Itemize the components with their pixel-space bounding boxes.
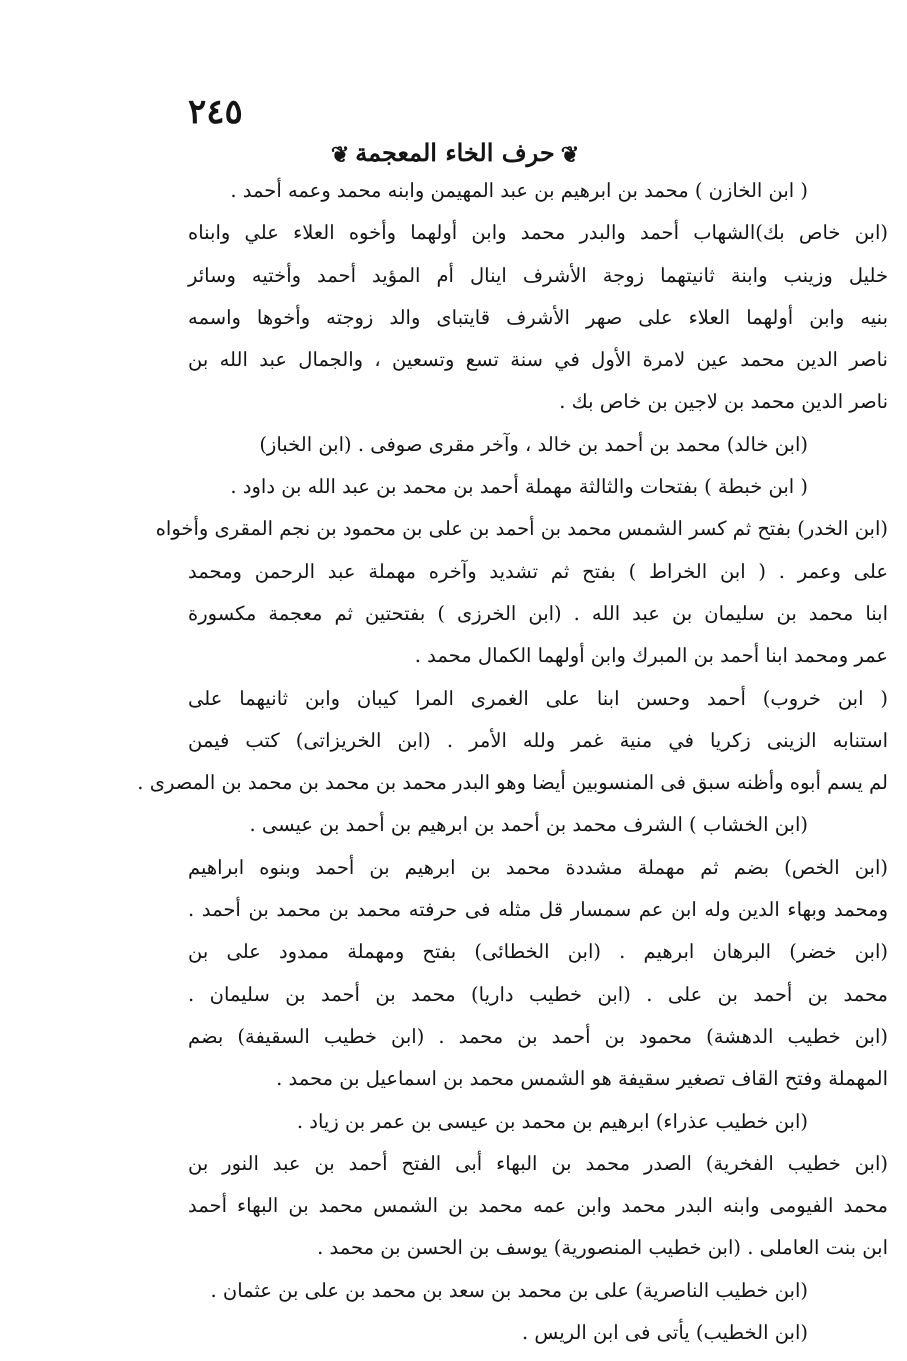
left-ornament-icon: ❦	[330, 141, 350, 168]
text-line: ( ابن خبطة ) بفتحات والثالثة مهملة أحمد بن محمد بن عبد الله بن داود .	[230, 475, 808, 499]
text-line: لم يسم أبوه وأظنه سبق فى المنسوبين أيضا وهو البدر محمد بن محمد بن محمد بن المصرى .	[137, 771, 888, 795]
text-line: ناصر الدين محمد عين لامرة الأول في سنة تسع وتسعين ، والجمال عبد الله بن	[188, 348, 888, 372]
text-line: (ابن الخطيب) يأتى فى ابن الريس .	[522, 1321, 808, 1345]
text-line: (ابن خالد) محمد بن أحمد بن خالد ، وآخر مقرى صوفى . (ابن الخباز)	[259, 432, 808, 456]
text-line: (ابن خطيب عذراء) ابرهيم بن محمد بن عيسى بن عمر بن زياد .	[296, 1109, 808, 1133]
right-ornament-icon: ❦	[560, 141, 580, 168]
text-line: (ابن خطيب الفخرية) الصدر محمد بن البهاء أبى الفتح أحمد بن عبد النور بن	[188, 1151, 888, 1175]
text-line: عمر ومحمد ابنا أحمد بن المبرك وابن أولهما الكمال محمد .	[414, 644, 888, 668]
page-number: ٢٤٥	[188, 92, 243, 132]
text-line: (ابن خطيب الناصرية) على بن محمد بن سعد بن محمد بن على بن عثمان .	[210, 1278, 808, 1302]
text-line: ابنا محمد بن سليمان بن عبد الله . (ابن الخرزى ) بفتحتين ثم معجمة مكسورة	[188, 601, 888, 625]
text-line: خليل وزينب وابنة ثانيتهما زوجة الأشرف اينال أم المؤيد أحمد وأختيه وسائر	[188, 263, 888, 287]
text-line: ناصر الدين محمد بن لاجين بن خاص بك .	[559, 390, 888, 414]
section-title-text: حرف الخاء المعجمة	[355, 138, 555, 167]
text-line: المهملة وفتح القاف تصغير سقيفة هو الشمس محمد بن اسماعيل بن محمد .	[276, 1067, 888, 1091]
text-line: محمد بن أحمد بن على . (ابن خطيب داريا) محمد بن أحمد بن سليمان .	[188, 982, 888, 1006]
text-line: ( ابن خروب) أحمد وحسن ابنا على الغمرى المرا كيبان وابن ثانيهما على	[188, 686, 888, 710]
text-line: ومحمد وبهاء الدين وله ابن عم سمسار قل مثله فى حرفته محمد بن محمد بن أحمد .	[188, 898, 888, 922]
text-line: (ابن خطيب الدهشة) محمود بن أحمد بن محمد . (ابن خطيب السقيفة) بضم	[188, 1024, 888, 1048]
text-line: (ابن الخشاب ) الشرف محمد بن أحمد بن ابرهيم بن أحمد بن عيسى .	[249, 813, 808, 837]
text-line: بنيه وابن أولهما العلاء على صهر الأشرف قايتباى والد زوجته وأخوها واسمه	[188, 305, 888, 329]
text-line: (ابن الخدر) بفتح ثم كسر الشمس محمد بن أحمد بن على بن محمود بن نجم المقرى وأخواه	[155, 517, 888, 541]
text-line: على وعمر . ( ابن الخراط ) بفتح ثم تشديد وآخره مهملة عبد الرحمن ومحمد	[188, 559, 888, 583]
text-line: ( ابن الخازن ) محمد بن ابرهيم بن عبد المهيمن وابنه محمد وعمه أحمد .	[230, 179, 808, 202]
body-text	[137, 170, 888, 1354]
text-line: ابن بنت العاملى . (ابن خطيب المنصورية) يوسف بن الحسن بن محمد .	[317, 1236, 888, 1260]
text-line: استنابه الزينى زكريا في منية غمر ولله الأمر . (ابن الخريزاتى) كتب فيمن	[188, 728, 888, 752]
text-line: (ابن خاص بك)الشهاب أحمد والبدر محمد وابن أولهما وأخوه العلاء علي وابناه	[188, 221, 888, 245]
text-line: محمد الفيومى وابنه البدر محمد وابن عمه محمد بن الشمس محمد بن البهاء أحمد	[188, 1194, 888, 1218]
text-line: (ابن خضر) البرهان ابرهيم . (ابن الخطائى) بفتح ومهملة ممدود على بن	[188, 940, 888, 964]
section-title	[290, 133, 620, 175]
text-line: (ابن الخص) بضم ثم مهملة مشددة محمد بن ابرهيم بن أحمد وبنوه ابراهيم	[188, 855, 888, 879]
